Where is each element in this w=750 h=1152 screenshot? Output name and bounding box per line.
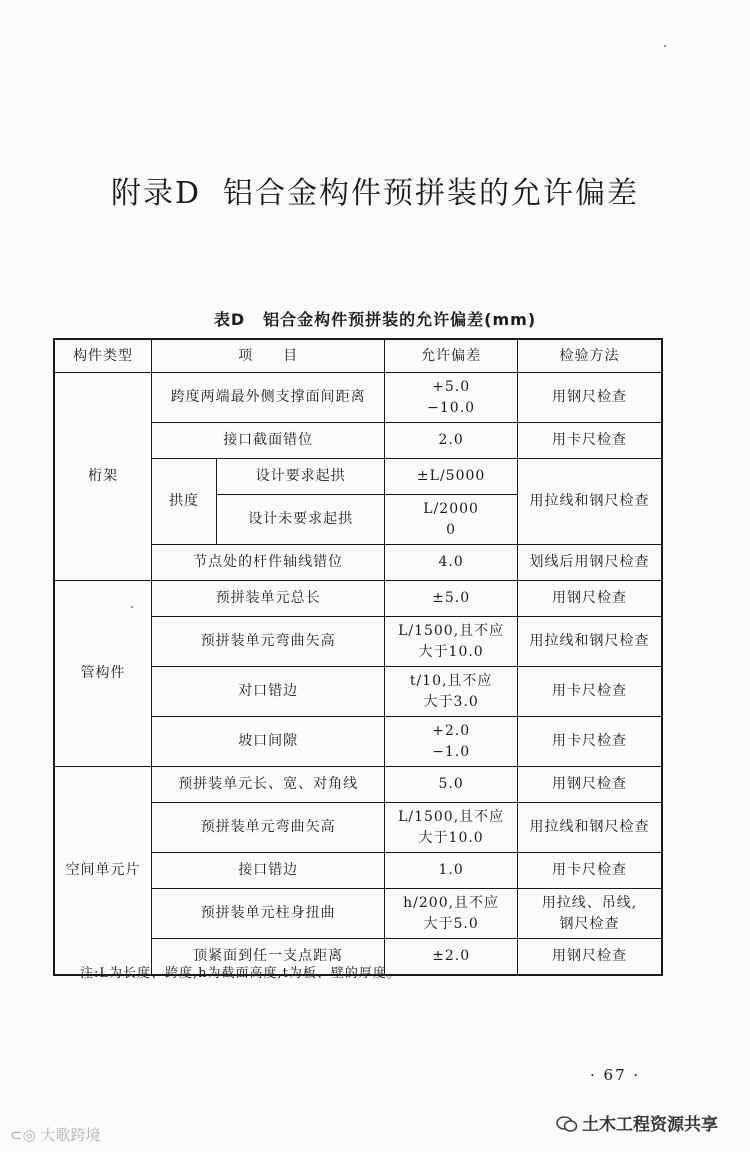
row-item: 对口错边 [152,667,385,717]
row-tolerance [385,717,518,767]
group-tube: 管构件 [54,581,152,767]
row-tolerance [385,889,518,939]
row-item: 接口截面错位 [152,423,385,459]
tolerance-line-1: +5.0 [432,378,471,395]
row-item: 坡口间隙 [152,717,385,767]
row-tolerance [385,803,518,853]
tolerance-line-1: t/10,且不应 [409,672,493,689]
row-item: 节点处的杆件轴线错位 [152,545,385,581]
tolerance-line-2: −1.0 [432,743,471,760]
table-row [54,581,662,617]
tolerance-line-2: 大于10.0 [418,643,484,660]
method-line-2: 钢尺检查 [559,915,620,932]
group-truss: 桁架 [54,373,152,581]
tolerance-line-2: 大于3.0 [423,693,479,710]
row-item: 顶紧面到任一支点距离 [152,939,385,975]
row-method: 用拉线和钢尺检查 [517,803,662,853]
group-space: 空间单元片 [54,767,152,975]
page-number: · 67 · [590,1066,641,1084]
tolerance-line-1: L/1500,且不应 [398,808,505,825]
row-item: 设计未要求起拱 [216,495,384,545]
tolerance-line-2: 0 [446,521,457,538]
table-row [54,373,662,423]
tolerance-line-1: +2.0 [432,722,471,739]
header-item: 项 目 [152,339,385,373]
row-tolerance [385,667,518,717]
tolerance-line-2: −10.0 [427,399,476,416]
row-tolerance: 1.0 [385,853,518,889]
row-item: 预拼装单元弯曲矢高 [152,617,385,667]
group-camber: 拱度 [152,459,217,545]
table-row [54,767,662,803]
row-item: 预拼装单元总长 [152,581,385,617]
tolerance-line-2: 大于10.0 [418,829,484,846]
row-item: 设计要求起拱 [216,459,384,495]
row-tolerance [385,495,518,545]
row-method: 用卡尺检查 [517,853,662,889]
tolerance-line-2: 大于5.0 [423,915,479,932]
row-method: 用卡尺检查 [517,423,662,459]
table-code: 表D [213,310,246,329]
row-item: 预拼装单元柱身扭曲 [152,889,385,939]
watermark-wechat-text: 土木工程资源共享 [582,1115,718,1135]
row-method: 划线后用钢尺检查 [517,545,662,581]
row-tolerance: 4.0 [385,545,518,581]
row-method: 用钢尺检查 [517,767,662,803]
header-tolerance: 允许偏差 [385,339,518,373]
table-header-row [54,339,662,373]
row-method [517,889,662,939]
tolerance-line-1: h/200,且不应 [403,894,500,911]
page-speck [131,606,133,608]
row-method: 用钢尺检查 [517,373,662,423]
row-method: 用卡尺检查 [517,717,662,767]
row-tolerance [385,373,518,423]
row-tolerance [385,617,518,667]
row-item: 预拼装单元弯曲矢高 [152,803,385,853]
row-item: 接口错边 [152,853,385,889]
watermark-logo-icon: ⊂◎ [10,1126,41,1144]
row-method: 用拉线和钢尺检查 [517,459,662,545]
table-caption-text: 铝合金构件预拼装的允许偏差(mm) [263,310,537,329]
watermark-corner-text: 大歌跨境 [40,1126,101,1144]
row-tolerance: ±5.0 [385,581,518,617]
row-method: 用钢尺检查 [517,581,662,617]
row-tolerance: 2.0 [385,423,518,459]
tolerance-line-1: L/2000 [423,500,479,517]
header-method: 检验方法 [517,339,662,373]
row-tolerance: ±2.0 [385,939,518,975]
row-item: 跨度两端最外侧支撑面间距离 [152,373,385,423]
row-method: 用卡尺检查 [517,667,662,717]
table-caption [0,307,750,330]
tolerance-line-1: L/1500,且不应 [398,622,505,639]
watermark-corner [10,1124,100,1145]
tolerance-table [53,338,663,976]
method-line-1: 用拉线、吊线, [541,894,638,911]
watermark-wechat [556,1110,718,1135]
wechat-icon [556,1115,578,1133]
page-speck [664,45,666,47]
row-method: 用钢尺检查 [517,939,662,975]
row-item: 预拼装单元长、宽、对角线 [152,767,385,803]
appendix-code: 附录D [110,176,202,211]
appendix-title: 铝合金构件预拼装的允许偏差 [223,176,640,211]
table-note: 注:L为长度、跨度,h为截面高度,t为板、壁的厚度。 [80,966,401,981]
row-tolerance: 5.0 [385,767,518,803]
header-type: 构件类型 [54,339,152,373]
appendix-heading [0,168,750,212]
row-method: 用拉线和钢尺检查 [517,617,662,667]
row-tolerance: ±L/5000 [385,459,518,495]
